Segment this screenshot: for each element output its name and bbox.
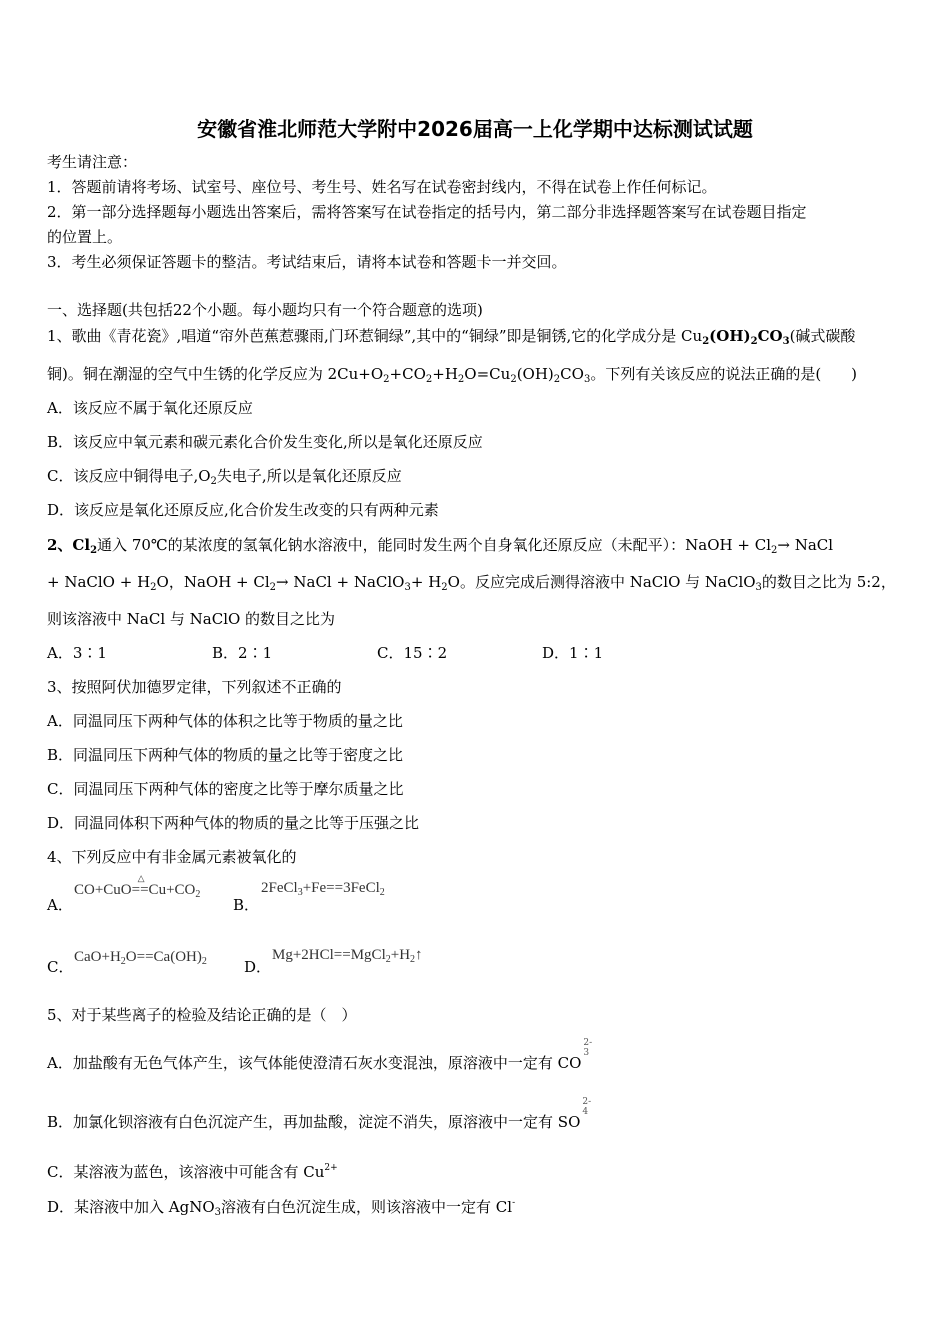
q1-option-b[interactable]: B．该反应中氧元素和碳元素化合价发生变化,所以是氧化还原反应 (47, 433, 483, 451)
q5-option-d[interactable]: D．某溶液中加入 AgNO$_3$溶液有白色沉淀生成，则该溶液中一定有 Cl- (47, 1198, 516, 1218)
q1-option-a[interactable]: A．该反应不属于氧化还原反应 (47, 399, 253, 417)
q4-formula-d: $Mg+2HCl==MgCl_2+H_2↑$ (272, 947, 423, 965)
q4-formula-c: $CaO+H_2O==Ca(OH)_2$ (74, 949, 207, 967)
notice-item: 3．考生必须保证答题卡的整洁。考试结束后，请将本试卷和答题卡一并交回。 (47, 253, 567, 271)
q5-stem: 5、对于某些离子的检验及结论正确的是（ ） (47, 1006, 357, 1024)
q1-stem-line2: 铜)。铜在潮湿的空气中生锈的化学反应为 $2Cu+O_2+CO_2+H_2O=Cu_2(OH)_2CO_3$。下列有关该反应的说法正确的是( ) (47, 365, 858, 385)
q5-option-b[interactable]: B．加氯化钡溶液有白色沉淀产生，再加盐酸，淀淀不消失，原溶液中一定有 SO 2- 4 (47, 1097, 592, 1131)
q4-formula-a: CO+CuO △ $==Cu+CO_2$ (74, 873, 201, 900)
notice-item: 2．第一部分选择题每小题选出答案后，需将答案写在试卷指定的括号内，第二部分非选择题答案写在试卷题目指定 (47, 203, 807, 221)
q3-option-b[interactable]: B．同温同压下两种气体的物质的量之比等于密度之比 (47, 746, 404, 764)
q2-stem-line3: 则该溶液中 NaCl 与 NaClO 的数目之比为 (47, 610, 336, 628)
q5-option-a[interactable]: A．加盐酸有无色气体产生，该气体能使澄清石灰水变混浊，原溶液中一定有 CO 2- 3 (47, 1038, 593, 1072)
q4-label-b[interactable]: B． (233, 896, 260, 914)
q2-option-b[interactable]: B．2∶1 (212, 644, 273, 662)
q4-label-d[interactable]: D． (244, 958, 272, 976)
q2-option-a[interactable]: A．3∶1 (47, 644, 107, 662)
q3-stem: 3、按照阿伏加德罗定律，下列叙述不正确的 (47, 678, 342, 696)
q2-options (47, 643, 910, 663)
q2-stem-line2: + NaClO + $H_2O$，NaOH + $Cl_2\to$ NaCl + NaClO$_3$+ $H_2O$。反应完成后测得溶液中 NaClO 与 NaClO$_3$的数目之比为 5:2， (47, 573, 896, 593)
section-heading: 一、选择题(共包括22个小题。每小题均只有一个符合题意的选项) (47, 301, 483, 319)
q4-label-c[interactable]: C． (47, 958, 74, 976)
q3-option-a[interactable]: A．同温同压下两种气体的体积之比等于物质的量之比 (47, 712, 403, 730)
q2-option-c[interactable]: C．15∶2 (377, 644, 448, 662)
notice-heading: 考生请注意： (47, 153, 138, 171)
q3-option-c[interactable]: C．同温同压下两种气体的密度之比等于摩尔质量之比 (47, 780, 404, 798)
q2-option-d[interactable]: D．1∶1 (542, 644, 604, 662)
notice-item: 的位置上。 (47, 228, 123, 246)
q2-stem-line1: 2、$Cl_2$通入 70℃的某浓度的氢氧化钠水溶液中，能同时发生两个自身氧化还原反应（未配平）：NaOH + $Cl_2\to$ NaCl (47, 536, 834, 556)
q4-formula-b: 2FeCl$_3$+Fe==3FeCl$_2$ (261, 880, 385, 898)
page-title: 安徽省淮北师范大学附中2026届高一上化学期中达标测试试题 (197, 117, 753, 141)
q5-option-c[interactable]: C．某溶液为蓝色，该溶液中可能含有 $Cu^{2+}$ (47, 1163, 338, 1181)
q1-option-d[interactable]: D．该反应是氧化还原反应,化合价发生改变的只有两种元素 (47, 501, 439, 519)
q3-option-d[interactable]: D．同温同体积下两种气体的物质的量之比等于压强之比 (47, 814, 420, 832)
q1-option-c[interactable]: C．该反应中铜得电子$,O_2$失电子,所以是氧化还原反应 (47, 467, 402, 487)
q4-stem: 4、下列反应中有非金属元素被氧化的 (47, 848, 297, 866)
q1-stem-line1: 1、歌曲《青花瓷》,唱道“帘外芭蕉惹骤雨,门环惹铜绿”,其中的“铜绿”即是铜锈,它的化学成分是 $Cu_2(OH)_2CO_3$(碱式碳酸 (47, 327, 856, 347)
q4-label-a[interactable]: A． (47, 896, 73, 914)
notice-item: 1．答题前请将考场、试室号、座位号、考生号、姓名写在试卷密封线内，不得在试卷上作任何标记。 (47, 178, 717, 196)
